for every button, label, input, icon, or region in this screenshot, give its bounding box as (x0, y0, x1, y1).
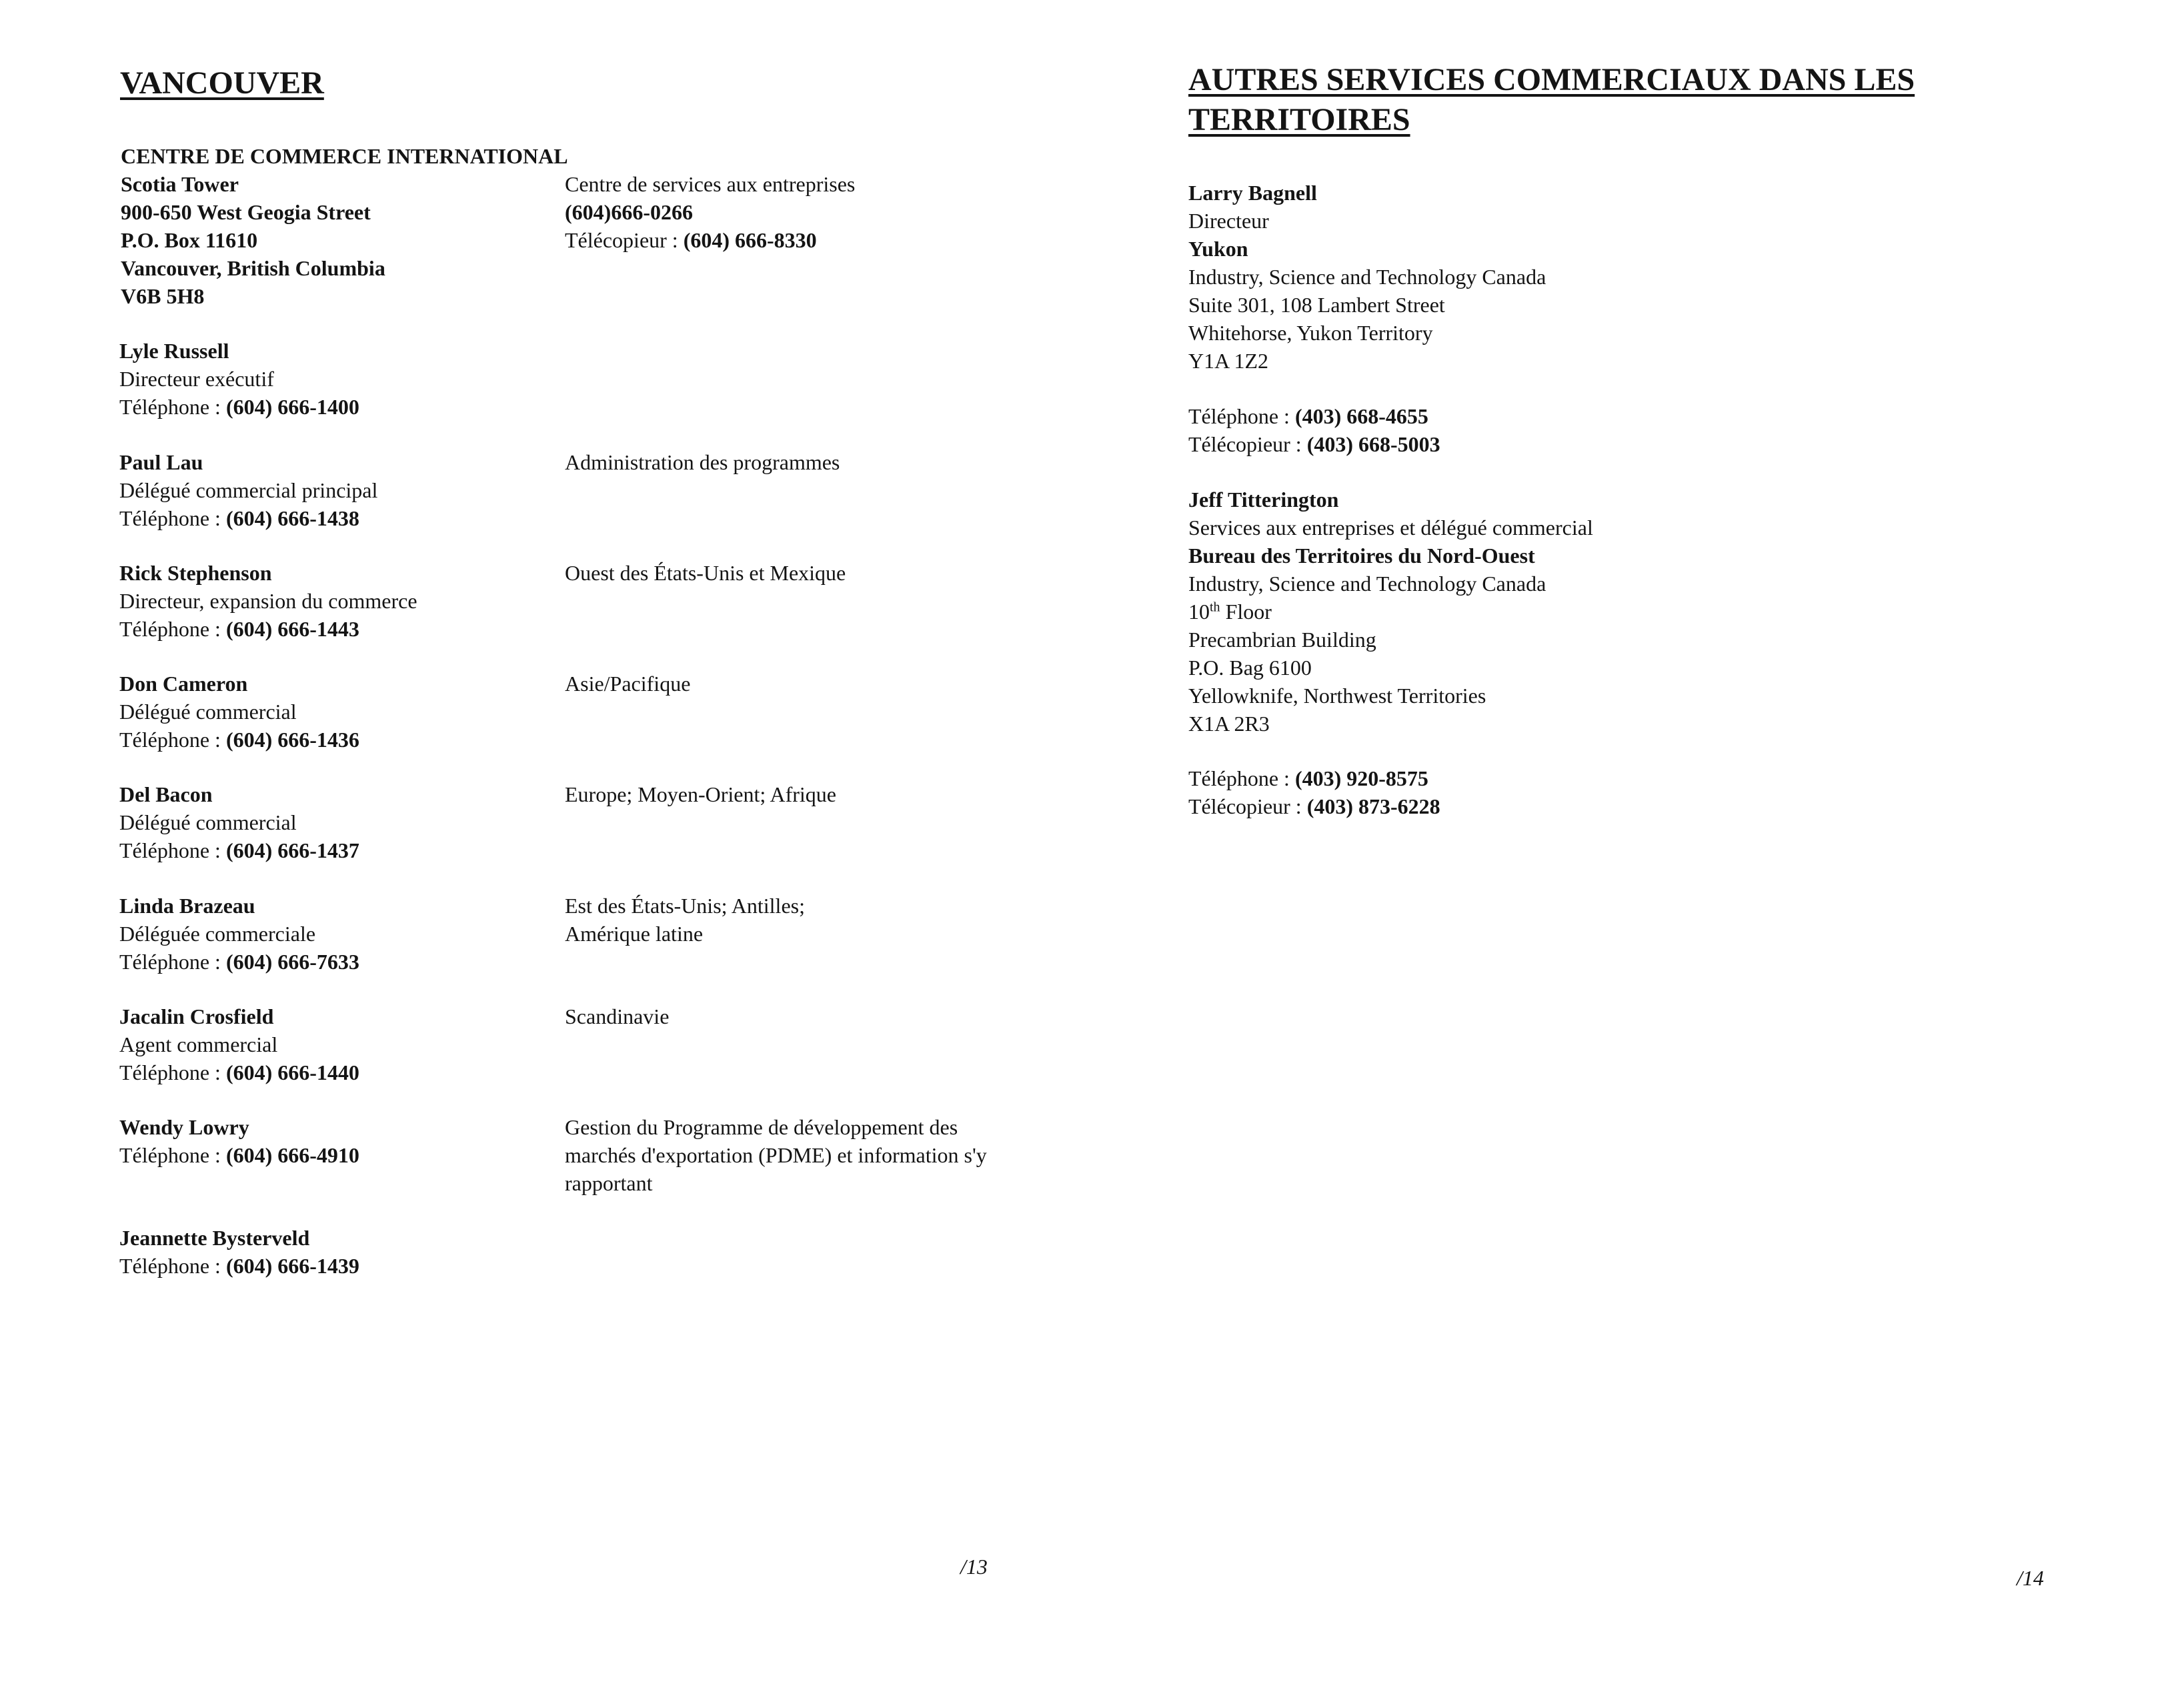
contact-name: Paul Lau (119, 450, 203, 474)
contact-name: Lyle Russell (119, 339, 229, 363)
contact-area: Est des États-Unis; Antilles; (565, 894, 805, 918)
address-line: Suite 301, 108 Lambert Street (1188, 293, 1445, 317)
heading-line: AUTRES SERVICES COMMERCIAUX DANS LES (1188, 62, 1915, 97)
contact-area: rapportant (565, 1171, 653, 1195)
contact-title: Directeur exécutif (119, 367, 274, 391)
contact-area: Gestion du Programme de développement des (565, 1115, 958, 1139)
contact-title: Directeur, expansion du commerce (119, 589, 417, 613)
address-line: X1A 2R3 (1188, 712, 1270, 736)
office-name: CENTRE DE COMMERCE INTERNATIONAL (121, 144, 568, 168)
organization: Industry, Science and Technology Canada (1188, 572, 1546, 596)
contact-name: Jacalin Crosfield (119, 1004, 274, 1028)
address-line: 10th Floor (1188, 600, 1272, 624)
contact-area: Administration des programmes (565, 450, 840, 474)
heading-line: TERRITOIRES (1188, 102, 1410, 137)
address-line: 900-650 West Geogia Street (121, 200, 371, 224)
address-line: P.O. Box 11610 (121, 228, 258, 252)
contact-phone: Téléphone : (604) 666-1443 (119, 617, 359, 641)
contact-phone: Téléphone : (604) 666-1436 (119, 728, 359, 752)
region-name: Yukon (1188, 237, 1248, 261)
address-line: Industry, Science and Technology Canada (1188, 265, 1546, 289)
right-page (1092, 0, 2184, 1704)
contact-name: Don Cameron (119, 672, 248, 696)
contact-title: Services aux entreprises et délégué commercial (1188, 516, 1593, 540)
contact-area: Scandinavie (565, 1004, 670, 1028)
contact-phone: Téléphone : (604) 666-1438 (119, 506, 359, 530)
contact-name: Rick Stephenson (119, 561, 272, 585)
contact-phone: Téléphone : (403) 920-8575 (1188, 766, 1428, 790)
section-heading-vancouver: VANCOUVER (120, 65, 324, 101)
services-fax: Télécopieur : (604) 666-8330 (565, 228, 817, 252)
address-line: Scotia Tower (121, 172, 239, 196)
contact-name: Larry Bagnell (1188, 181, 1317, 205)
section-heading-territories (1188, 60, 1915, 140)
contact-phone: Téléphone : (403) 668-4655 (1188, 404, 1428, 428)
contact-phone: Téléphone : (604) 666-7633 (119, 950, 359, 974)
contact-phone: Téléphone : (604) 666-1440 (119, 1060, 359, 1084)
address-line: Whitehorse, Yukon Territory (1188, 321, 1433, 345)
contact-area: Europe; Moyen-Orient; Afrique (565, 782, 836, 806)
page-number: /13 (960, 1555, 988, 1579)
contact-name: Del Bacon (119, 782, 213, 806)
contact-phone: Téléphone : (604) 666-1439 (119, 1254, 359, 1278)
contact-title: Délégué commercial (119, 700, 297, 724)
contact-name: Wendy Lowry (119, 1115, 249, 1139)
contact-name: Jeannette Bysterveld (119, 1226, 310, 1250)
contact-area: marchés d'exportation (PDME) et information s'y (565, 1143, 987, 1167)
contact-title: Agent commercial (119, 1032, 278, 1056)
address-line: Vancouver, British Columbia (121, 256, 385, 280)
contact-name: Linda Brazeau (119, 894, 255, 918)
services-label: Centre de services aux entreprises (565, 172, 856, 196)
contact-title: Déléguée commerciale (119, 922, 316, 946)
contact-area: Amérique latine (565, 922, 704, 946)
contact-fax: Télécopieur : (403) 668-5003 (1188, 432, 1440, 456)
address-line: Precambrian Building (1188, 628, 1376, 652)
region-name: Bureau des Territoires du Nord-Ouest (1188, 544, 1535, 568)
contact-name: Jeff Titterington (1188, 488, 1339, 512)
address-line: Y1A 1Z2 (1188, 349, 1268, 373)
address-line: V6B 5H8 (121, 284, 205, 308)
contact-area: Ouest des États-Unis et Mexique (565, 561, 846, 585)
contact-phone: Téléphone : (604) 666-1400 (119, 395, 359, 419)
page-number: /14 (2017, 1566, 2044, 1590)
contact-title: Délégué commercial (119, 810, 297, 834)
address-line: Yellowknife, Northwest Territories (1188, 684, 1486, 708)
services-phone: (604)666-0266 (565, 200, 693, 224)
contact-phone: Téléphone : (604) 666-4910 (119, 1143, 359, 1167)
contact-phone: Téléphone : (604) 666-1437 (119, 838, 359, 862)
contact-area: Asie/Pacifique (565, 672, 691, 696)
contact-fax: Télécopieur : (403) 873-6228 (1188, 794, 1440, 818)
contact-title: Directeur (1188, 209, 1269, 233)
contact-title: Délégué commercial principal (119, 478, 378, 502)
address-line: P.O. Bag 6100 (1188, 656, 1312, 680)
